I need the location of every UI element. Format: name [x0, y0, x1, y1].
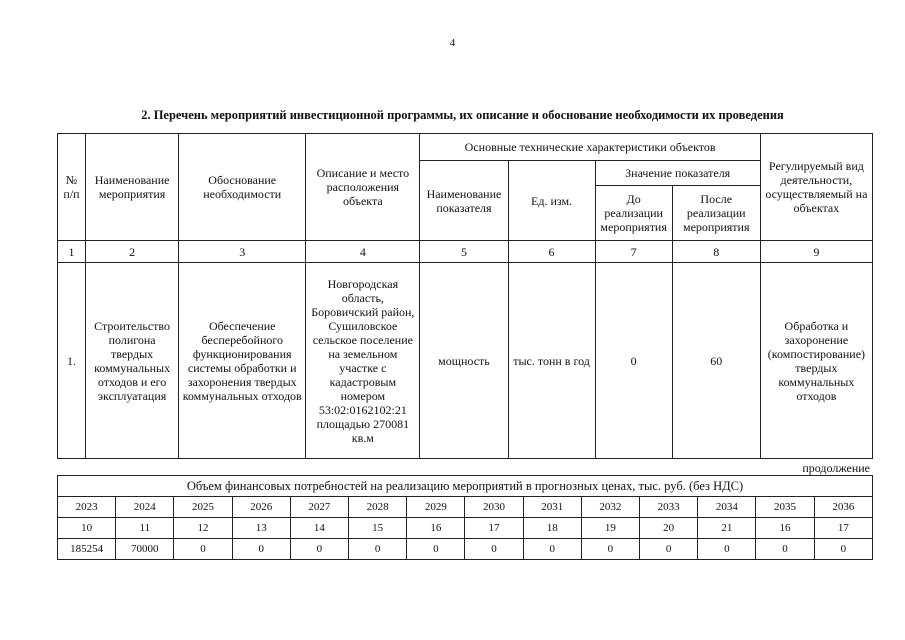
continuation-label: продолжение: [802, 461, 870, 475]
col-number: 16: [407, 518, 465, 539]
value-cell: 70000: [116, 539, 174, 560]
year-cell: 2029: [407, 497, 465, 518]
col-number: 5: [420, 241, 508, 263]
year-cell: 2035: [756, 497, 814, 518]
value-cell: 185254: [58, 539, 116, 560]
value-cell: 0: [698, 539, 756, 560]
col-number: 6: [508, 241, 595, 263]
year-cell: 2033: [640, 497, 698, 518]
col-number: 20: [640, 518, 698, 539]
col-number: 2: [86, 241, 179, 263]
value-cell: 0: [174, 539, 232, 560]
header-num: № п/п: [58, 134, 86, 241]
row-unit: тыс. тонн в год: [508, 263, 595, 459]
col-number: 4: [306, 241, 420, 263]
year-cell: 2031: [523, 497, 581, 518]
header-after: После реализации мероприятия: [672, 186, 760, 241]
year-cell: 2028: [349, 497, 407, 518]
value-cell: 0: [232, 539, 290, 560]
row-before: 0: [595, 263, 672, 459]
year-cell: 2032: [581, 497, 639, 518]
measures-table: [57, 133, 873, 459]
values-row: [58, 539, 873, 560]
header-unit: Ед. изм.: [508, 161, 595, 241]
row-justification: Обеспечение бесперебойного функционирования системы обработки и захоронения твердых коммунальных отходов: [179, 263, 306, 459]
header-description: Описание и место расположения объекта: [306, 134, 420, 241]
col-number: 21: [698, 518, 756, 539]
col-number: 19: [581, 518, 639, 539]
col-number: 17: [814, 518, 872, 539]
col-number: 8: [672, 241, 760, 263]
row-indicator-name: мощность: [420, 263, 508, 459]
value-cell: 0: [349, 539, 407, 560]
col-number: 15: [349, 518, 407, 539]
header-activity: Регулируемый вид деятельности, осуществляемый на объектах: [760, 134, 872, 241]
value-cell: 0: [465, 539, 523, 560]
col-number: 18: [523, 518, 581, 539]
header-indicator-name: Наименование показателя: [420, 161, 508, 241]
finance-header: Объем финансовых потребностей на реализацию мероприятий в прогнозных ценах, тыс. руб. (без НДС): [58, 476, 873, 497]
table-row: [58, 263, 873, 459]
year-cell: 2026: [232, 497, 290, 518]
header-value-group: Значение показателя: [595, 161, 760, 186]
col-number: 16: [756, 518, 814, 539]
value-cell: 0: [814, 539, 872, 560]
col-number: 12: [174, 518, 232, 539]
years-row: [58, 497, 873, 518]
value-cell: 0: [756, 539, 814, 560]
year-cell: 2025: [174, 497, 232, 518]
section-title: 2. Перечень мероприятий инвестиционной программы, их описание и обоснование необходимости их проведения: [141, 108, 784, 122]
value-cell: 0: [523, 539, 581, 560]
header-name: Наименование мероприятия: [86, 134, 179, 241]
value-cell: 0: [290, 539, 348, 560]
year-cell: 2034: [698, 497, 756, 518]
value-cell: 0: [581, 539, 639, 560]
row-after: 60: [672, 263, 760, 459]
year-cell: 2036: [814, 497, 872, 518]
col-number: 13: [232, 518, 290, 539]
year-cell: 2023: [58, 497, 116, 518]
row-description: Новгородская область, Боровичский район, Сушиловское сельское поселение на земельном участке с кадастровым номером 53:02:0162102:21 площадью 270081 кв.м: [306, 263, 420, 459]
col-number: 7: [595, 241, 672, 263]
finance-table: [57, 475, 873, 560]
year-cell: 2027: [290, 497, 348, 518]
value-cell: 0: [407, 539, 465, 560]
col-numbers-row: [58, 518, 873, 539]
year-cell: 2024: [116, 497, 174, 518]
col-number: 9: [760, 241, 872, 263]
header-justification: Обоснование необходимости: [179, 134, 306, 241]
row-name: Строительство полигона твердых коммунальных отходов и его эксплуатация: [86, 263, 179, 459]
col-number: 3: [179, 241, 306, 263]
value-cell: 0: [640, 539, 698, 560]
col-number: 17: [465, 518, 523, 539]
year-cell: 2030: [465, 497, 523, 518]
row-num: 1.: [58, 263, 86, 459]
row-activity: Обработка и захоронение (компостирование) твердых коммунальных отходов: [760, 263, 872, 459]
page-number: 4: [449, 37, 456, 49]
col-number: 1: [58, 241, 86, 263]
header-before: До реализации мероприятия: [595, 186, 672, 241]
col-number: 11: [116, 518, 174, 539]
col-number: 10: [58, 518, 116, 539]
col-number: 14: [290, 518, 348, 539]
header-tech-group: Основные технические характеристики объектов: [420, 134, 760, 161]
